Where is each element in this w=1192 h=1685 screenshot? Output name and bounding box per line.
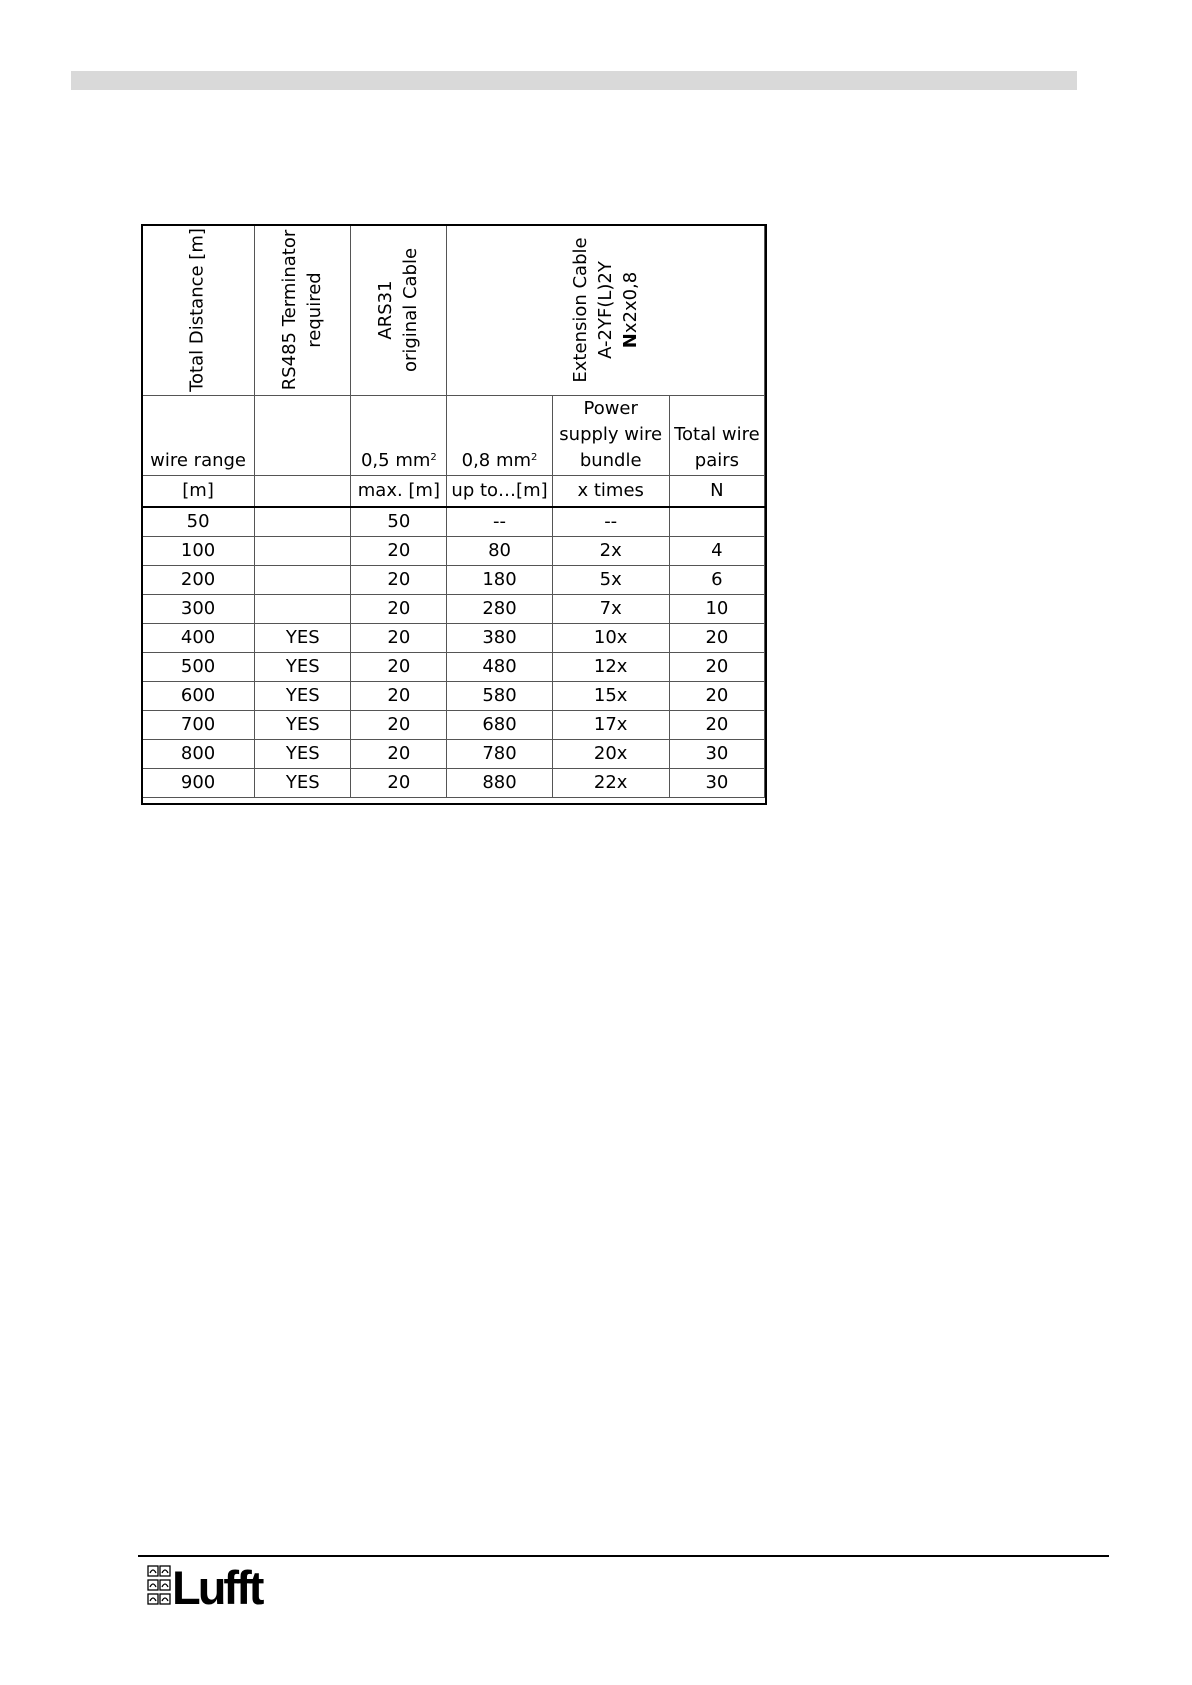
subheader-total-pairs: Total wire pairs xyxy=(669,396,764,476)
units-row xyxy=(142,476,765,508)
table-row xyxy=(142,769,765,798)
table-cell: 10x xyxy=(552,624,669,653)
table-cell: 480 xyxy=(447,653,552,682)
unit-cell: x times xyxy=(552,476,669,508)
table-cell xyxy=(255,507,351,537)
table-cell: 20 xyxy=(351,769,447,798)
table-cell: 80 xyxy=(447,537,552,566)
table-row xyxy=(142,711,765,740)
table-cell: 20x xyxy=(552,740,669,769)
table-cell: 20 xyxy=(669,653,764,682)
unit-cell xyxy=(255,476,351,508)
table-cell: 50 xyxy=(142,507,255,537)
unit-cell: [m] xyxy=(142,476,255,508)
table-cell: 10 xyxy=(669,595,764,624)
table-cell: 20 xyxy=(351,740,447,769)
table-cell: 180 xyxy=(447,566,552,595)
header-ext-line2: A-2YF(L)2Y xyxy=(594,261,616,359)
table-cell: 200 xyxy=(142,566,255,595)
table-cell: 780 xyxy=(447,740,552,769)
table-cell: 50 xyxy=(351,507,447,537)
header-total-distance: Total Distance [m] xyxy=(142,225,255,396)
cable-length-table xyxy=(141,224,765,798)
table-row xyxy=(142,624,765,653)
subheader-terminator xyxy=(255,396,351,476)
table-cell: 7x xyxy=(552,595,669,624)
table-cell: 30 xyxy=(669,740,764,769)
table-cell: 20 xyxy=(351,624,447,653)
table-cell: -- xyxy=(447,507,552,537)
table-cell: YES xyxy=(255,682,351,711)
table-cell xyxy=(255,537,351,566)
unit-cell: up to…[m] xyxy=(447,476,552,508)
subheader-row xyxy=(142,396,765,476)
header-rs485-line2: required xyxy=(303,272,325,348)
table-cell: 100 xyxy=(142,537,255,566)
table-cell: 17x xyxy=(552,711,669,740)
table-cell: 280 xyxy=(447,595,552,624)
subheader-08mm: 0,8 $mm^2$ xyxy=(447,396,552,476)
table-cell xyxy=(255,566,351,595)
table-cell: 880 xyxy=(447,769,552,798)
table-cell: 15x xyxy=(552,682,669,711)
table-cell: 20 xyxy=(351,566,447,595)
table-cell: 22x xyxy=(552,769,669,798)
table-cell: 700 xyxy=(142,711,255,740)
header-ext-n: N xyxy=(619,333,641,349)
header-rs485-line1: RS485 Terminator xyxy=(278,229,300,391)
table-cell: 2x xyxy=(552,537,669,566)
table-cell: YES xyxy=(255,653,351,682)
table-cell: 20 xyxy=(351,682,447,711)
footer-rule xyxy=(138,1555,1109,1557)
table-cell: 20 xyxy=(351,595,447,624)
table-cell: 20 xyxy=(351,537,447,566)
table-body xyxy=(142,507,765,798)
table-row xyxy=(142,566,765,595)
table-cell: 580 xyxy=(447,682,552,711)
table-cell: YES xyxy=(255,711,351,740)
table-cell: YES xyxy=(255,740,351,769)
subheader-power-supply: Power supply wire bundle xyxy=(552,396,669,476)
subheader-05mm: 0,5 $mm^2$ xyxy=(351,396,447,476)
unit-cell: max. [m] xyxy=(351,476,447,508)
table-row xyxy=(142,740,765,769)
header-ars31-line1: ARS31 xyxy=(375,280,397,340)
table-cell: 500 xyxy=(142,653,255,682)
table-cell xyxy=(669,507,764,537)
table-cell: 20 xyxy=(669,624,764,653)
table-cell: 4 xyxy=(669,537,764,566)
table-cell: -- xyxy=(552,507,669,537)
table-cell: 680 xyxy=(447,711,552,740)
table-row xyxy=(142,682,765,711)
header-extension-cable xyxy=(447,225,765,396)
header-rs485-terminator xyxy=(255,225,351,396)
table-cell xyxy=(255,595,351,624)
logo-text: Lufft xyxy=(172,1563,262,1607)
table-cell: YES xyxy=(255,624,351,653)
table-cell: 800 xyxy=(142,740,255,769)
table-cell: 400 xyxy=(142,624,255,653)
table-cell: 30 xyxy=(669,769,764,798)
table-cell: 900 xyxy=(142,769,255,798)
table-cell: 380 xyxy=(447,624,552,653)
subheader-wire-range: wire range xyxy=(142,396,255,476)
header-ars31-line2: original Cable xyxy=(399,247,421,373)
table-cell: 6 xyxy=(669,566,764,595)
unit-cell: N xyxy=(669,476,764,508)
table-cell: 20 xyxy=(669,682,764,711)
table-row xyxy=(142,537,765,566)
header-bar xyxy=(71,71,1077,90)
lufft-logo xyxy=(147,1563,271,1607)
table-cell: YES xyxy=(255,769,351,798)
table-cell: 20 xyxy=(669,711,764,740)
table-row xyxy=(142,653,765,682)
header-ext-line3: x2x0,8 xyxy=(619,271,641,334)
table-cell: 5x xyxy=(552,566,669,595)
table-row xyxy=(142,595,765,624)
table-row xyxy=(142,507,765,537)
header-ext-line1: Extension Cable xyxy=(569,237,591,383)
rotated-header-row xyxy=(142,225,765,396)
table-cell: 600 xyxy=(142,682,255,711)
table-cell: 12x xyxy=(552,653,669,682)
table-cell: 20 xyxy=(351,711,447,740)
table-cell: 300 xyxy=(142,595,255,624)
header-ars31-cable xyxy=(351,225,447,396)
table-cell: 20 xyxy=(351,653,447,682)
